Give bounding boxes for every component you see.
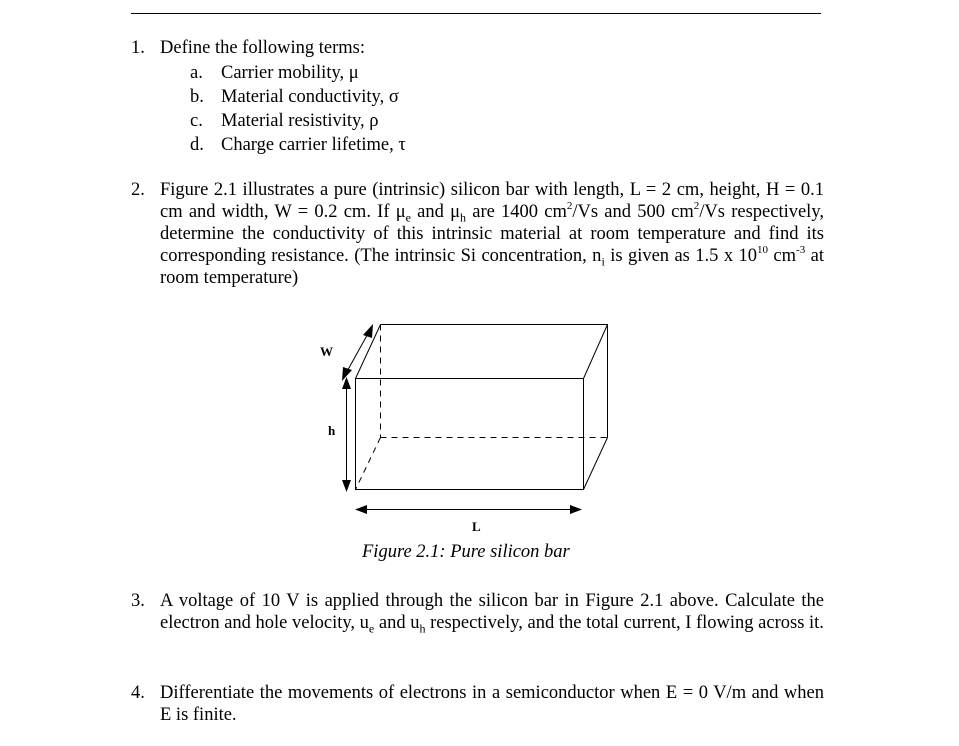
bar-back-edges: [381, 325, 608, 438]
height-label: h: [328, 423, 336, 438]
length-label: L: [472, 519, 481, 534]
term-item-c: c. Material resistivity, ρ: [190, 111, 379, 131]
question-3: [131, 590, 824, 634]
bar-hidden-edges: [356, 325, 608, 490]
length-arrowhead-left: [355, 505, 367, 514]
question-4: [131, 682, 824, 726]
arrow-heads: [342, 324, 582, 514]
question-number: 2.: [131, 180, 145, 200]
bar-front-face: [356, 379, 584, 490]
question-text: A voltage of 10 V is applied through the silicon bar in Figure 2.1 above. Calculate the electron and hole velocity, $u_e$ and $u_h$ respectively, and the total current, I flowing across it.: [160, 591, 824, 636]
term-item-a: a. Carrier mobility, μ: [190, 63, 359, 83]
question-text: Define the following terms:: [160, 38, 365, 58]
width-label: W: [320, 344, 333, 359]
term-item-d: d. Charge carrier lifetime, τ: [190, 135, 406, 155]
length-arrowhead-right: [570, 505, 582, 514]
question-number: 3.: [131, 591, 145, 611]
height-arrowhead-bottom: [342, 480, 351, 492]
bar-depth-edge: [584, 438, 608, 490]
question-number: 4.: [131, 683, 145, 703]
term-item-b: b. Material conductivity, σ: [190, 87, 399, 107]
width-arrowhead-top: [363, 324, 373, 338]
question-number: 1.: [131, 38, 145, 58]
question-text: Figure 2.1 illustrates a pure (intrinsic) silicon bar with length, L = 2 cm, height, H = 0.1 cm and width, W = 0.2 cm. If $\mu_e$ and $\mu_h$ are 1400 $cm^2/Vs$ and 500 $cm^2/Vs$ respectively, determine the conductivity of this intrinsic material at room temperature and find its corresponding resistance. (The intrinsic Si concentration, $n_i$ is given as 1.5 x $10^{10}$ $cm^{-3}$ at room temperature): [160, 180, 824, 288]
figure-caption: Figure 2.1: Pure silicon bar: [362, 542, 570, 562]
width-arrow-line: [345, 330, 370, 375]
bar-depth-edge: [584, 325, 608, 379]
question-text: Differentiate the movements of electrons in a semiconductor when E = 0 V/m and when E is finite.: [160, 683, 824, 725]
